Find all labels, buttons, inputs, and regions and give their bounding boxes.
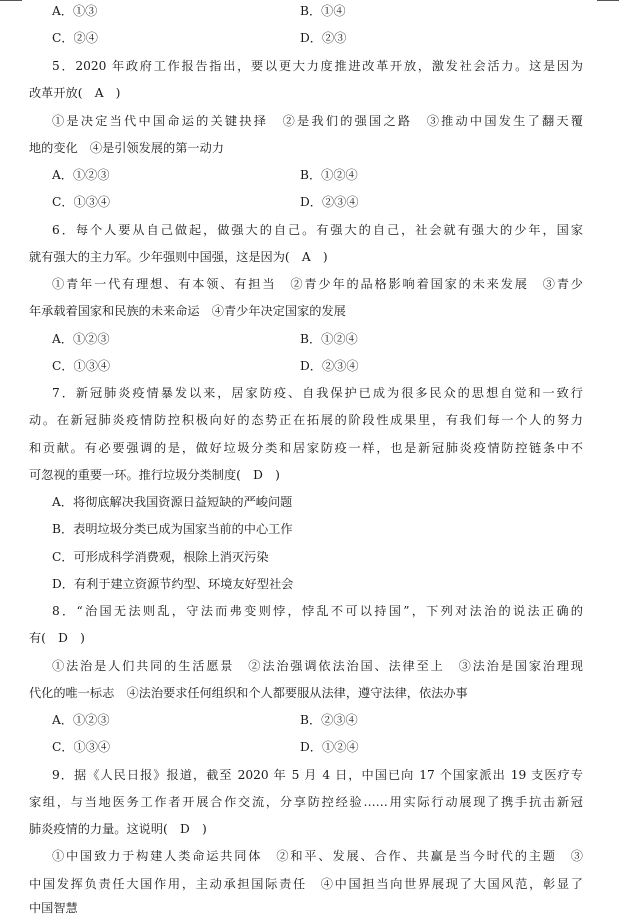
q9-items-line: 中国发挥负责任大国作用，主动承担国际责任 ④中国担当向世界展现了大国风范，彰显了 <box>29 877 583 891</box>
q6-stem-line: 6．每个人要从自己做起，做强大的自己。有强大的自己，社会就有强大的少年，国家 <box>52 223 583 237</box>
q8-option-c: C．①③④ <box>52 740 111 754</box>
q9-stem-line: 肺炎疫情的力量。这说明( D ) <box>29 822 207 836</box>
q8-items-line: 代化的唯一标志 ④法治要求任何组织和个人都要服从法律，遵守法律，依法办事 <box>29 686 468 700</box>
q6-option-d: D．②③④ <box>300 359 359 373</box>
q7-stem-line: 动。在新冠肺炎疫情防控积极向好的态势正在拓展的阶段性成果里，有我们每一个人的努力 <box>29 413 583 427</box>
q6-option-b: B．①②④ <box>300 332 358 346</box>
q5-items-line: ①是决定当代中国命运的关键抉择 ②是我们的强国之路 ③推动中国发生了翻天覆 <box>52 114 583 128</box>
option-a: A．①③ <box>52 4 98 18</box>
option-b: B．①④ <box>300 4 346 18</box>
q9-stem-line: 9．据《人民日报》报道，截至 2020 年 5 月 4 日，中国已向 17 个国家派出 19 支医疗专 <box>52 768 583 782</box>
q7-option-b: B．表明垃圾分类已成为国家当前的中心工作 <box>52 522 293 536</box>
q5-items-line: 地的变化 ④是引领发展的第一动力 <box>29 141 224 155</box>
q8-items-line: ①法治是人们共同的生活愿景 ②法治强调依法治国、法律至上 ③法治是国家治理现 <box>52 659 583 673</box>
page-edge-mark-left <box>0 0 22 1</box>
option-d: D．②③ <box>300 31 347 45</box>
q7-option-d: D．有利于建立资源节约型、环境友好型社会 <box>52 577 294 591</box>
q5-option-a: A．①②③ <box>52 168 110 182</box>
page-edge-mark-right <box>597 0 619 1</box>
q8-option-a: A．①②③ <box>52 713 110 727</box>
q7-option-a: A．将彻底解决我国资源日益短缺的严峻问题 <box>52 495 293 509</box>
q6-items-line: ①青年一代有理想、有本领、有担当 ②青少年的品格影响着国家的未来发展 ③青少 <box>52 277 583 291</box>
q7-option-c: C．可形成科学消费观，根除上消灭污染 <box>52 550 269 564</box>
q6-option-a: A．①②③ <box>52 332 110 346</box>
q5-option-b: B．①②④ <box>300 168 358 182</box>
q7-stem-line: 和贡献。有必要强调的是，做好垃圾分类和居家防疫一样，也是新冠肺炎疫情防控链条中不 <box>29 441 583 455</box>
q6-items-line: 年承载着国家和民族的未来命运 ④青少年决定国家的发展 <box>29 304 346 318</box>
q6-stem-line: 就有强大的主力军。少年强则中国强，这是因为( A ) <box>29 250 328 264</box>
q8-option-d: D．①②④ <box>300 740 359 754</box>
q8-stem-line: 8．“治国无法则乱，守法而弗变则悖，悖乱不可以持国”，下列对法治的说法正确的 <box>52 604 583 618</box>
q9-items-line: ①中国致力于构建人类命运共同体 ②和平、发展、合作、共赢是当今时代的主题 ③ <box>52 849 583 863</box>
q9-stem-line: 家组，与当地医务工作者开展合作交流，分享防控经验……用实际行动展现了携手抗击新冠 <box>29 795 583 809</box>
q5-option-c: C．①③④ <box>52 195 111 209</box>
q8-option-b: B．②③④ <box>300 713 358 727</box>
q6-option-c: C．①③④ <box>52 359 111 373</box>
q5-stem-line: 5．2020 年政府工作报告指出，要以更大力度推进改革开放，激发社会活力。这是因为 <box>52 59 583 73</box>
option-c: C．②④ <box>52 31 98 45</box>
q8-stem-line: 有( D ) <box>29 631 85 645</box>
q7-stem-line: 可忽视的重要一环。推行垃圾分类制度( D ) <box>29 468 280 482</box>
q9-items-line: 中国智慧 <box>29 901 78 915</box>
q7-stem-line: 7．新冠肺炎疫情暴发以来，居家防疫、自我保护已成为很多民众的思想自觉和一致行 <box>52 386 583 400</box>
q5-stem-line: 改革开放( A ) <box>29 86 121 100</box>
q5-option-d: D．②③④ <box>300 195 359 209</box>
